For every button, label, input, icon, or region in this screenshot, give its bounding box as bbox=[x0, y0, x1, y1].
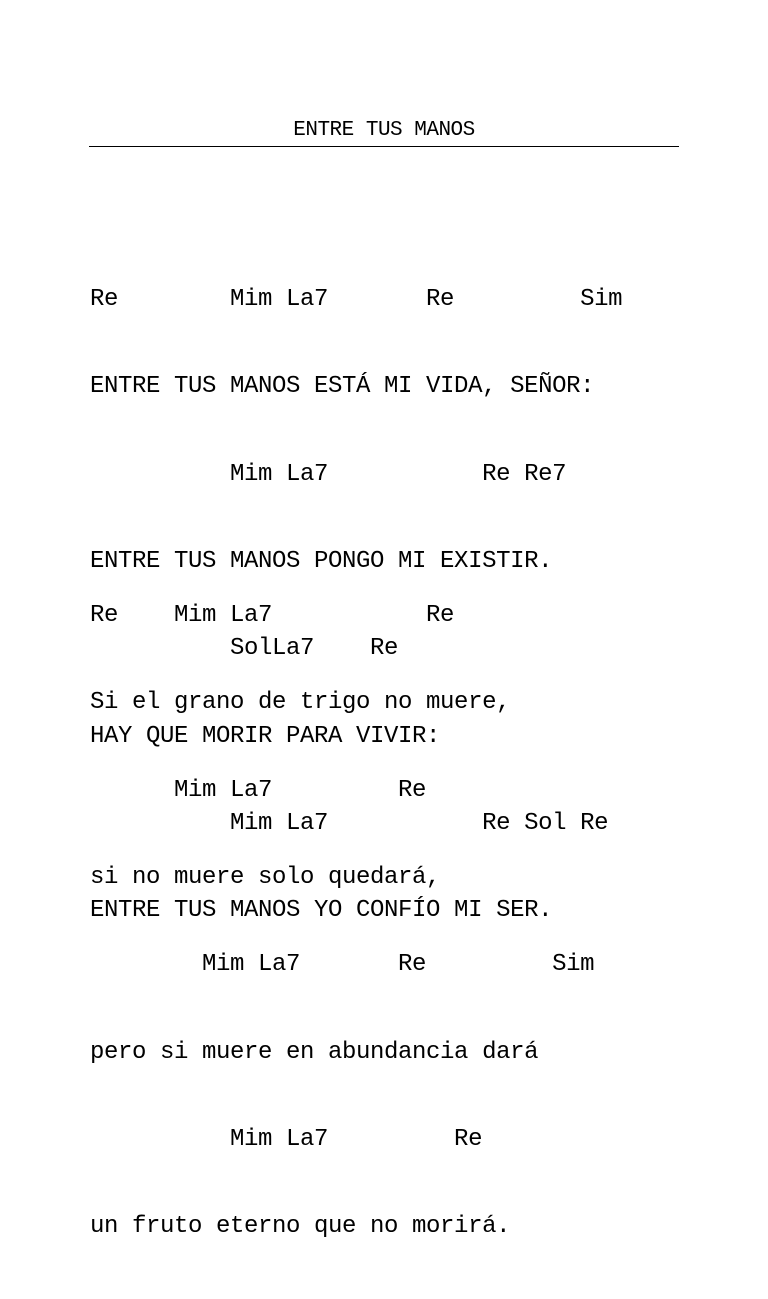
chord-line: Mim La7 Re bbox=[90, 1125, 483, 1153]
lyric-line: ENTRE TUS MANOS YO CONFÍO MI SER. bbox=[90, 897, 553, 925]
lyric-line: ENTRE TUS MANOS ESTÁ MI VIDA, SEÑOR: bbox=[90, 373, 595, 401]
lyric-line: ENTRE TUS MANOS PONGO MI EXISTIR. bbox=[90, 548, 553, 576]
lyric-line: pero si muere en abundancia dará bbox=[90, 1038, 539, 1066]
title-divider bbox=[89, 146, 679, 147]
chord-line: Mim La7 Re Sol Re bbox=[90, 809, 609, 837]
chord-line: Mim La7 Re Re7 bbox=[90, 460, 567, 488]
chord-line: Re Mim La7 Re Sim bbox=[90, 286, 623, 314]
song-title: ENTRE TUS MANOS bbox=[293, 119, 475, 142]
verse-2 bbox=[90, 543, 594, 1299]
lyric-line: si no muere solo quedará, bbox=[90, 864, 441, 892]
lyric-line: Si el grano de trigo no muere, bbox=[90, 689, 511, 717]
chord-line: Re Mim La7 Re bbox=[90, 602, 455, 630]
lyric-line: un fruto eterno que no morirá. bbox=[90, 1213, 511, 1241]
lyric-line: HAY QUE MORIR PARA VIVIR: bbox=[90, 722, 441, 750]
chord-line: Mim La7 Re bbox=[90, 776, 427, 804]
chord-line: SolLa7 Re bbox=[90, 635, 399, 663]
chord-line: Mim La7 Re Sim bbox=[90, 951, 595, 979]
